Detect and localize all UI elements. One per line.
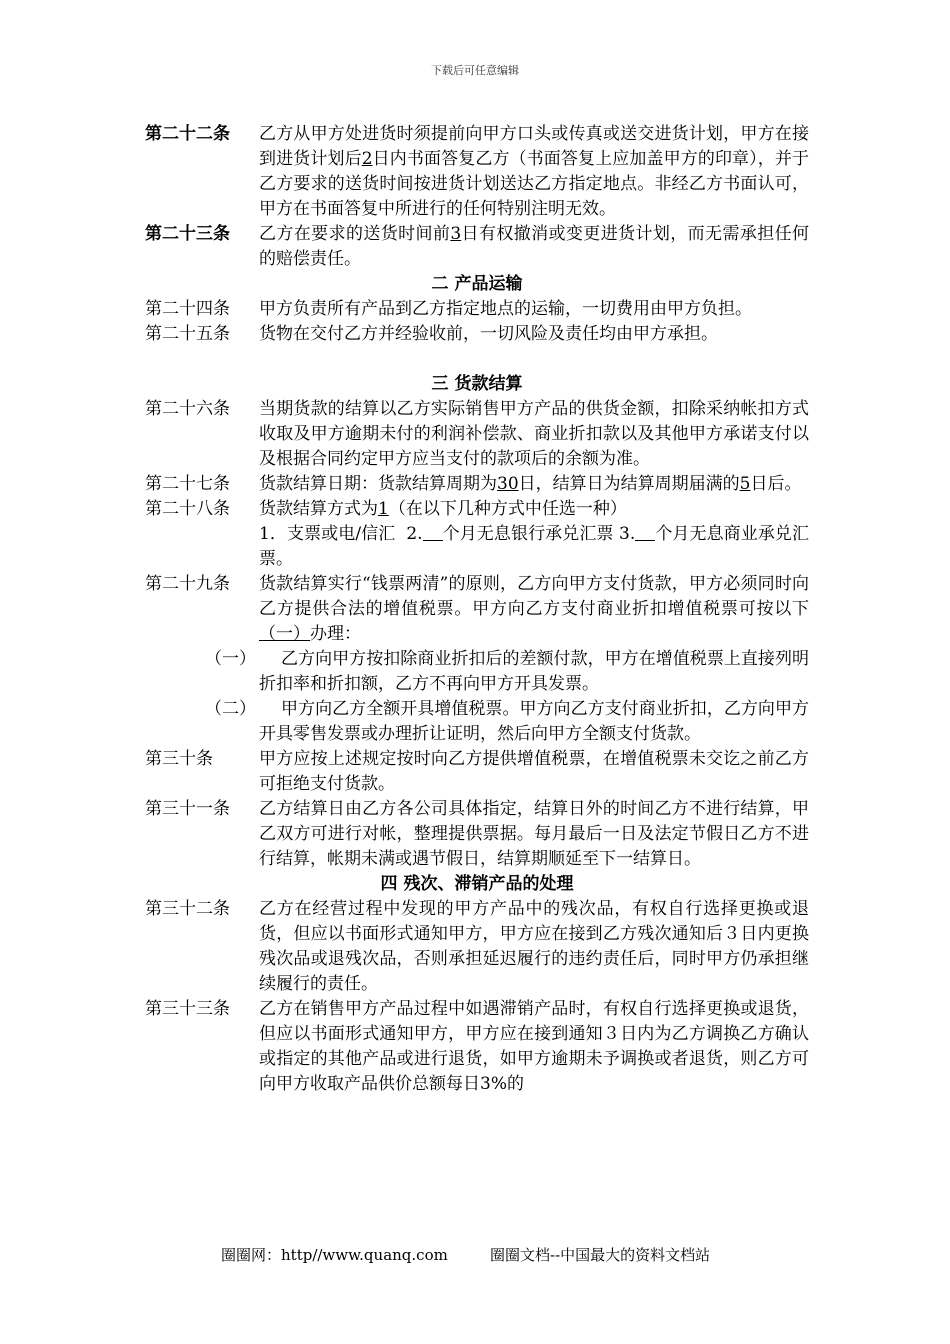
article-32 — [145, 897, 809, 997]
text-part: 货款结算日期：货款结算周期为 — [259, 474, 497, 494]
option-3-text: 个月无息商业承兑汇票。 — [259, 524, 810, 569]
article-label: 第三十条 — [145, 749, 213, 769]
article-text: 乙方在销售甲方产品过程中如遇滞销产品时，有权自行选择更换或退货，但应以书面形式通知甲方，甲方应在接到通知３日内为乙方调换乙方确认或指定的其他产品或进行退货，如甲方逾期未予调换或者退货，则乙方可向甲方收取产品供价总额每日3%的 — [259, 999, 809, 1094]
article-text: 货物在交付乙方并经验收前，一切风险及责任均由甲方承担。 — [259, 324, 718, 344]
article-label: 第三十二条 — [145, 899, 230, 919]
article-label: 第二十八条 — [145, 499, 230, 519]
article-25 — [145, 322, 809, 347]
option-value: （一） — [259, 624, 310, 644]
article-text — [259, 497, 809, 522]
sub-item-2 — [205, 697, 809, 747]
article-26 — [145, 397, 809, 472]
payment-options — [259, 522, 809, 572]
document-body — [145, 122, 809, 1097]
blank-field — [635, 523, 655, 541]
footer-slogan: 圈圈文档--中国最大的资料文档站 — [490, 1246, 711, 1264]
days-value: 2 — [361, 149, 373, 169]
text-part: 日内书面答复乙方（书面答复上应加盖甲方的印章），并于乙方要求的送货时间按进货计划送达乙方指定地点。非经乙方书面认可，甲方在书面答复中所进行的任何特别注明无效。 — [259, 149, 810, 219]
text-part: 货款结算方式为 — [259, 499, 378, 519]
page-header: 下载后可任意编辑 — [431, 64, 519, 77]
article-29 — [145, 572, 809, 647]
text-part: 办理： — [310, 624, 361, 644]
text-part: 日，结算日为结算周期届满的 — [518, 474, 740, 494]
article-24 — [145, 297, 809, 322]
article-30 — [145, 747, 809, 797]
option-3: 3. — [619, 524, 636, 544]
article-text: 当期货款的结算以乙方实际销售甲方产品的供货金额，扣除采纳帐扣方式收取及甲方逾期未付的利润补偿款、商业折扣款以及其他甲方承诺支付以及根据合同约定甲方应当支付的款项后的余额为准。 — [259, 399, 809, 469]
article-label: 第二十六条 — [145, 399, 230, 419]
article-label: 第三十三条 — [145, 999, 230, 1019]
article-text — [259, 572, 809, 647]
text-part: 货款结算实行“钱票两清”的原则，乙方向甲方支付货款，甲方必须同时向乙方提供合法的增值税票。甲方向乙方支付商业折扣增值税票可按以下 — [259, 574, 809, 619]
article-label: 第二十九条 — [145, 574, 230, 594]
text-part: 日后。 — [750, 474, 802, 494]
sub-item-text: 甲方向乙方全额开具增值税票。甲方向乙方支付商业折扣，乙方向甲方开具零售发票或办理折让证明，然后向甲方全额支付货款。 — [259, 699, 809, 744]
method-value: 1 — [378, 499, 389, 519]
footer-website: 圈圈网：http//www.quanq.com — [221, 1246, 448, 1264]
article-label: 第二十二条 — [145, 124, 230, 144]
sub-item-number: （一） — [205, 649, 256, 669]
article-label: 第二十五条 — [145, 324, 230, 344]
sub-item-1 — [205, 647, 809, 697]
article-28 — [145, 497, 809, 522]
article-label: 第二十三条 — [145, 224, 230, 244]
sub-item-number: （二） — [205, 699, 256, 719]
option-1: 1．支票或电/信汇 — [259, 524, 396, 544]
article-text: 乙方在经营过程中发现的甲方产品中的残次品，有权自行选择更换或退货，但应以书面形式通知甲方，甲方应在接到乙方残次通知后３日内更换残次品或退残次品，否则承担延迟履行的违约责任后，同时甲方仍承担继续履行的责任。 — [259, 899, 809, 994]
text-part: 乙方在要求的送货时间前 — [259, 224, 451, 244]
days-value: 3 — [450, 224, 462, 244]
article-33 — [145, 997, 809, 1097]
section-title-transport: 二 产品运输 — [431, 274, 523, 294]
cycle-days-value: 30 — [497, 474, 519, 494]
blank-field — [423, 523, 443, 541]
article-text — [259, 122, 809, 222]
text-part: 日有权撤消或变更进货计划，而无需承担任何的赔偿责任。 — [259, 224, 810, 269]
article-label: 第二十四条 — [145, 299, 230, 319]
article-label: 第二十七条 — [145, 474, 230, 494]
article-text: 甲方应按上述规定按时向乙方提供增值税票，在增值税票未交讫之前乙方可拒绝支付货款。 — [259, 749, 809, 794]
article-23 — [145, 222, 809, 272]
text-part: 乙方从甲方处进货时须提前向甲方口头或传真或送交进货计划，甲方在接到进货计划后 — [259, 124, 809, 169]
days-after-value: 5 — [739, 474, 751, 494]
article-22 — [145, 122, 809, 222]
text-part: （在以下几种方式中任选一种） — [388, 499, 627, 519]
sub-item-text: 乙方向甲方按扣除商业折扣后的差额付款，甲方在增值税票上直接列明折扣率和折扣额，乙方不再向甲方开具发票。 — [259, 649, 809, 694]
article-text: 甲方负责所有产品到乙方指定地点的运输，一切费用由甲方负担。 — [259, 299, 752, 319]
article-text: 乙方结算日由乙方各公司具体指定，结算日外的时间乙方不进行结算，甲乙双方可进行对帐，整理提供票据。每月最后一日及法定节假日乙方不进行结算，帐期未满或遇节假日，结算期顺延至下一结算日。 — [259, 799, 809, 869]
option-2: 2. — [406, 524, 423, 544]
article-text — [259, 222, 809, 272]
section-title-defective: 四 残次、滞销产品的处理 — [380, 874, 574, 894]
section-title-settlement: 三 货款结算 — [431, 374, 523, 394]
article-text — [259, 472, 809, 497]
option-2-text: 个月无息银行承兑汇票 — [442, 524, 614, 544]
article-27 — [145, 472, 809, 497]
article-31 — [145, 797, 809, 872]
article-label: 第三十一条 — [145, 799, 230, 819]
